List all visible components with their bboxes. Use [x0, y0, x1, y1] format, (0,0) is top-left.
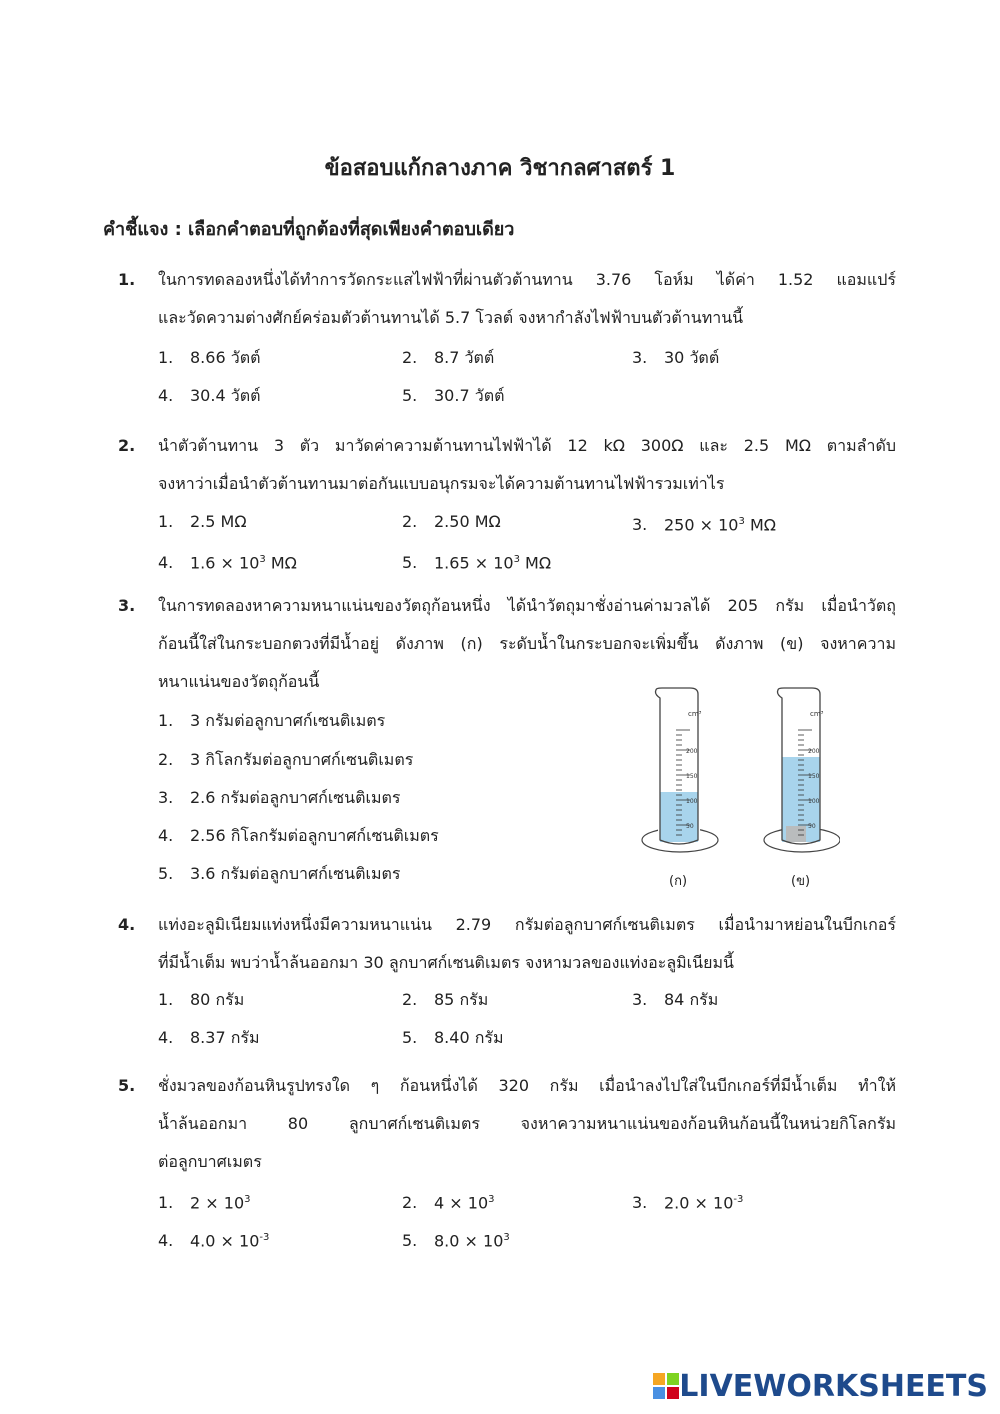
option-5[interactable]: 5. 3.6 กรัมต่อลูกบาศก์เซนติเมตร: [158, 864, 401, 883]
label-a: (ก): [669, 874, 688, 889]
question-line: แท่งอะลูมิเนียมแท่งหนึ่งมีความหนาแน่น 2.79 กรัมต่อลูกบาศก์เซนติเมตร เมื่อนำมาหย่อนในบีกเกอร์: [158, 915, 896, 934]
option-3[interactable]: 3. 2.6 กรัมต่อลูกบาศก์เซนติเมตร: [158, 788, 401, 807]
option-4[interactable]: 4. $1.6 \times 10^3$ MΩ: [158, 553, 297, 573]
option-2[interactable]: 2. 85 กรัม: [402, 990, 489, 1009]
question-line: นำตัวต้านทาน 3 ตัว มาวัดค่าความต้านทานไฟฟ้าได้ 12 kΩ 300Ω และ 2.5 MΩ ตามลำดับ: [158, 436, 896, 455]
option-3[interactable]: 3. 84 กรัม: [632, 990, 719, 1009]
option-3[interactable]: 3. 30 วัตต์: [632, 348, 720, 367]
option-1[interactable]: 1. 3 กรัมต่อลูกบาศก์เซนติเมตร: [158, 711, 386, 730]
question-line: ก้อนนี้ใส่ในกระบอกตวงที่มีน้ำอยู่ ดังภาพ (ก) ระดับน้ำในกระบอกจะเพิ่มขึ้น ดังภาพ (ข) จงหาความ: [158, 634, 896, 653]
label-b: (ข): [791, 874, 811, 889]
question-number: 2.: [118, 436, 136, 455]
svg-text:100: 100: [808, 798, 820, 805]
question-line: น้ำล้นออกมา 80 ลูกบาศก์เซนติเมตร จงหาความหนาแน่นของก้อนหินก้อนนี้ในหน่วยกิโลกรัม: [158, 1114, 896, 1133]
question-number: 1.: [118, 270, 136, 289]
unit-label-b: cm³: [810, 710, 824, 718]
stone-object: [786, 826, 806, 842]
option-5[interactable]: 5. $1.65 \times 10^3$ MΩ: [402, 553, 552, 573]
question-line: จงหาว่าเมื่อนำตัวต้านทานมาต่อกันแบบอนุกรมจะได้ความต้านทานไฟฟ้ารวมเท่าไร: [158, 474, 725, 493]
option-2[interactable]: 2. 8.7 วัตต์: [402, 348, 495, 367]
svg-text:200: 200: [686, 748, 698, 755]
question-line: ในการทดลองหนึ่งได้ทำการวัดกระแสไฟฟ้าที่ผ่านตัวต้านทาน 3.76 โอห์ม ได้ค่า 1.52 แอมแปร์: [158, 270, 896, 289]
svg-text:50: 50: [686, 823, 694, 830]
option-5[interactable]: 5. $8.0 \times 10^3$: [402, 1231, 510, 1251]
cylinder-a: [642, 688, 718, 889]
question-line: ที่มีน้ำเต็ม พบว่าน้ำล้นออกมา 30 ลูกบาศก์เซนติเมตร จงหามวลของแท่งอะลูมิเนียมนี้: [158, 953, 734, 972]
question-line: ในการทดลองหาความหนาแน่นของวัตถุก้อนหนึ่ง ได้นำวัตถุมาชั่งอ่านค่ามวลได้ 205 กรัม เมื่อนำวัตถุ: [158, 596, 896, 615]
option-1[interactable]: 1. 8.66 วัตต์: [158, 348, 261, 367]
question-number: 4.: [118, 915, 136, 934]
option-2[interactable]: 2. $4 \times 10^3$: [402, 1193, 495, 1213]
option-1[interactable]: 1. 2.5 MΩ: [158, 512, 247, 531]
question-number: 3.: [118, 596, 136, 615]
option-4[interactable]: 4. 30.4 วัตต์: [158, 386, 261, 405]
option-2[interactable]: 2. 2.50 MΩ: [402, 512, 501, 531]
option-5[interactable]: 5. 30.7 วัตต์: [402, 386, 505, 405]
option-1[interactable]: 1. $2 \times 10^3$: [158, 1193, 251, 1213]
option-4[interactable]: 4. $4.0 \times 10^{-3}$: [158, 1231, 270, 1251]
question-number: 5.: [118, 1076, 136, 1095]
instructions: คำชี้แจง : เลือกคำตอบที่ถูกต้องที่สุดเพียงคำตอบเดียว: [103, 219, 515, 240]
svg-text:200: 200: [808, 748, 820, 755]
question-text: [158, 427, 896, 503]
question-line: และวัดความต่างศักย์คร่อมตัวต้านทานได้ 5.7 โวลต์ จงหากำลังไฟฟ้าบนตัวต้านทานนี้: [158, 308, 744, 327]
svg-text:150: 150: [808, 773, 820, 780]
question-line: หนาแน่นของวัตถุก้อนนี้: [158, 672, 320, 691]
option-2[interactable]: 2. 3 กิโลกรัมต่อลูกบาศก์เซนติเมตร: [158, 750, 414, 769]
option-3[interactable]: 3. $2.0 \times 10^{-3}$: [632, 1193, 744, 1213]
svg-text:100: 100: [686, 798, 698, 805]
logo-icon: [653, 1373, 679, 1399]
cylinder-b: [764, 688, 840, 889]
question-text: [158, 906, 896, 982]
option-1[interactable]: 1. 80 กรัม: [158, 990, 245, 1009]
option-4[interactable]: 4. 8.37 กรัม: [158, 1028, 260, 1047]
option-3[interactable]: 3. $250 \times 10^3$ MΩ: [632, 515, 776, 535]
question-line: ต่อลูกบาศเมตร: [158, 1152, 262, 1171]
unit-label-a: cm³: [688, 710, 702, 718]
option-4[interactable]: 4. 2.56 กิโลกรัมต่อลูกบาศก์เซนติเมตร: [158, 826, 439, 845]
question-line: ชั่งมวลของก้อนหินรูปทรงใด ๆ ก้อนหนึ่งได้ 320 กรัม เมื่อนำลงไปใส่ในบีกเกอร์ที่มีน้ำเต็ม ทำให้: [158, 1076, 896, 1095]
question-text: [158, 261, 896, 337]
svg-text:150: 150: [686, 773, 698, 780]
svg-text:50: 50: [808, 823, 816, 830]
page-title: ข้อสอบแก้กลางภาค วิชากลศาสตร์ 1: [324, 156, 676, 181]
question-text: [158, 1067, 896, 1181]
logo-text: LIVEWORKSHEETS: [679, 1368, 988, 1404]
option-5[interactable]: 5. 8.40 กรัม: [402, 1028, 504, 1047]
liveworksheets-logo: [653, 1368, 988, 1404]
cylinders-figure: [640, 680, 840, 895]
